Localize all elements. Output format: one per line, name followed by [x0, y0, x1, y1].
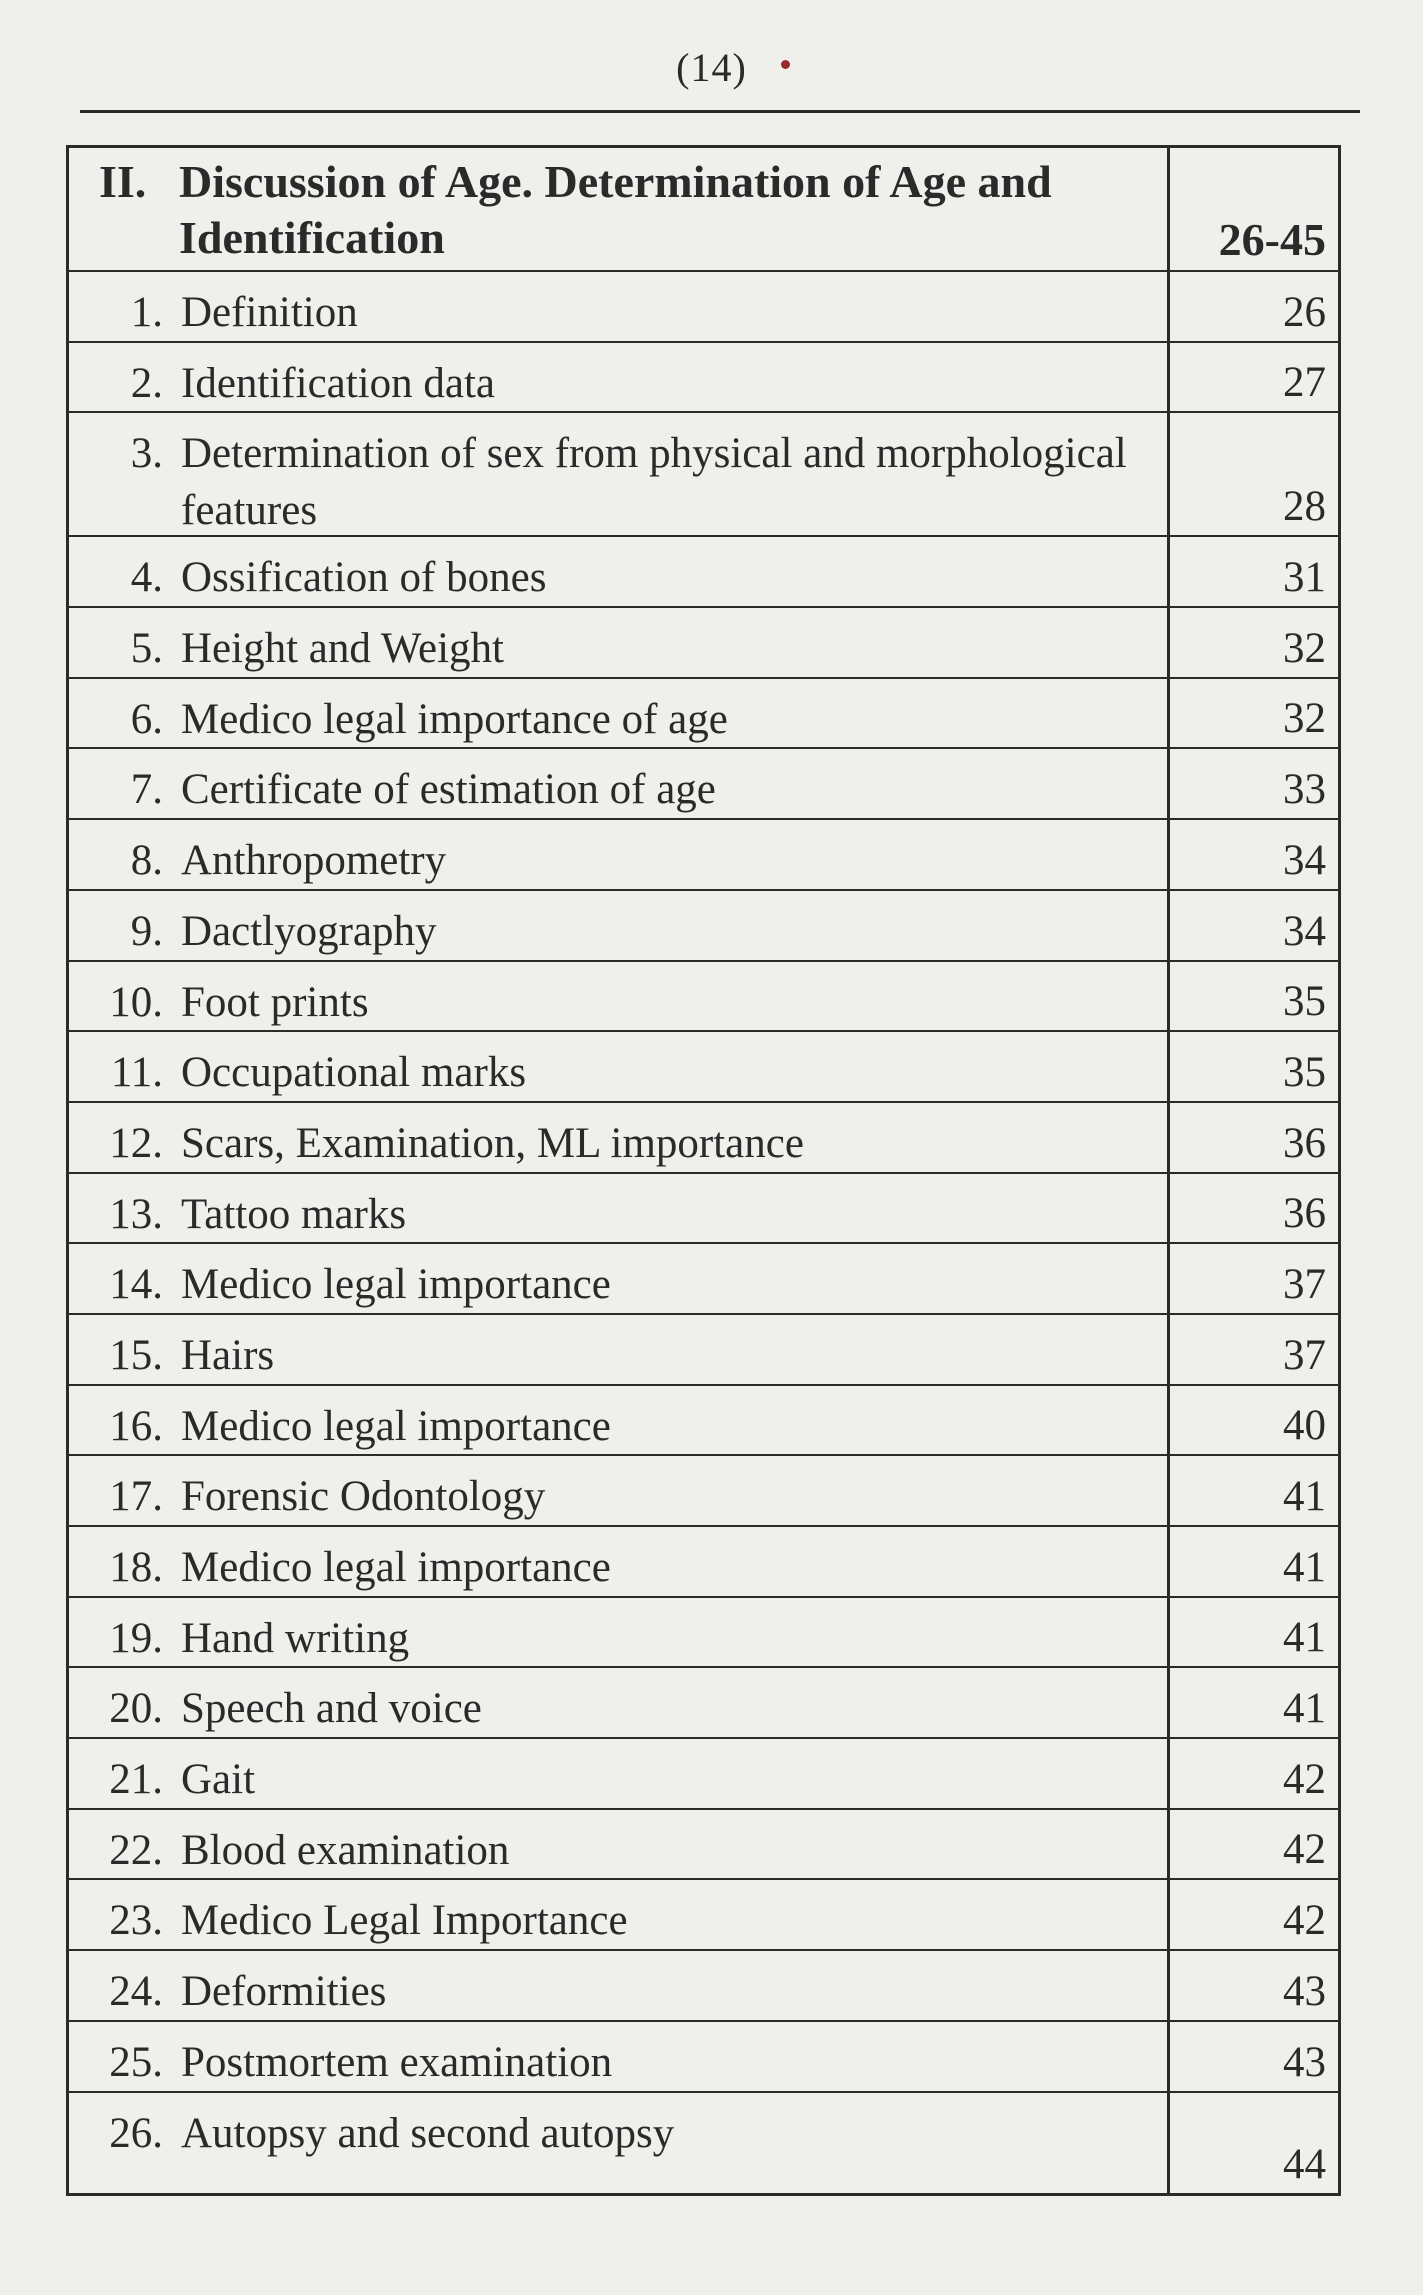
entry-title: Ossification of bones [181, 554, 547, 602]
entry-title: Anthropometry [181, 837, 447, 885]
entry-page: 42 [1283, 1755, 1326, 1803]
entry-title: Identification data [181, 359, 495, 407]
entry-title: Forensic Odontology [181, 1473, 546, 1521]
entry-title: Speech and voice [181, 1685, 482, 1733]
section-title-cell [69, 148, 1169, 270]
section-title: Discussion of Age. Determination of Age and Identification [179, 156, 1052, 263]
toc-row [69, 962, 1338, 1033]
entry-page: 34 [1283, 836, 1326, 884]
entry-number: 26. [109, 2109, 163, 2157]
section-numeral: II. [99, 156, 147, 207]
entry-number: 19. [109, 1614, 163, 1662]
toc-row [69, 679, 1338, 750]
toc-row [69, 1244, 1338, 1315]
entry-number: 6. [130, 695, 163, 743]
toc-row [69, 1951, 1338, 2022]
entry-title: Definition [181, 289, 358, 336]
entry-title: Medico legal importance [181, 1402, 611, 1450]
entry-number: 24. [109, 1968, 163, 2016]
entry-title: Dactlyography [181, 907, 437, 955]
entry-title: Height and Weight [181, 625, 504, 673]
entry-page: 26 [1283, 288, 1326, 336]
entry-page: 28 [1283, 483, 1326, 531]
toc-row [69, 1315, 1338, 1386]
toc-row [69, 749, 1338, 820]
entry-page: 32 [1283, 624, 1326, 672]
toc-row [69, 820, 1338, 891]
toc-row [69, 537, 1338, 608]
entry-number: 12. [109, 1119, 163, 1167]
entry-page: 43 [1283, 1967, 1326, 2015]
entry-page: 43 [1283, 2038, 1326, 2086]
toc-row [69, 1880, 1338, 1951]
entry-number: 9. [130, 907, 163, 955]
entry-number: 2. [130, 359, 163, 407]
entry-title: Determination of sex from physical and morphological features [181, 430, 1127, 535]
entry-number: 13. [109, 1190, 163, 1238]
entry-page: 27 [1283, 359, 1326, 407]
entry-title: Medico legal importance [181, 1544, 611, 1591]
toc-row [69, 1739, 1338, 1810]
toc-row [69, 891, 1338, 962]
toc-row [69, 1456, 1338, 1527]
entry-page: 31 [1283, 554, 1326, 602]
entry-title: Gait [181, 1756, 256, 1804]
entry-page: 44 [1283, 2140, 1326, 2188]
entry-number: 23. [109, 1897, 163, 1945]
entry-number: 7. [130, 766, 163, 814]
entry-title: Medico Legal Importance [181, 1897, 628, 1945]
entry-page: 37 [1283, 1331, 1326, 1379]
entry-title: Occupational marks [181, 1049, 527, 1097]
table-of-contents [66, 145, 1341, 2196]
entry-page: 36 [1283, 1119, 1326, 1167]
toc-row [69, 343, 1338, 414]
entry-page: 37 [1283, 1260, 1326, 1308]
entry-number: 21. [109, 1756, 163, 1804]
ink-dot [781, 60, 790, 69]
toc-row [69, 1103, 1338, 1174]
entry-number: 11. [110, 1049, 163, 1097]
section-header-row [69, 148, 1338, 272]
toc-row [69, 1668, 1338, 1739]
entry-number: 22. [109, 1826, 163, 1874]
entry-number: 18. [109, 1544, 163, 1591]
entry-number: 15. [109, 1331, 163, 1379]
entry-number: 8. [130, 837, 163, 885]
entry-page: 33 [1283, 766, 1326, 814]
entry-title: Medico legal importance of age [181, 695, 728, 743]
entry-title: Deformities [181, 1968, 387, 2016]
entry-page: 32 [1283, 695, 1326, 743]
entry-title: Medico legal importance [181, 1261, 611, 1309]
toc-row [69, 1598, 1338, 1669]
entry-page: 34 [1283, 907, 1326, 955]
toc-row [69, 2093, 1338, 2193]
entry-title: Hand writing [181, 1614, 410, 1662]
toc-row [69, 2022, 1338, 2093]
toc-row [69, 608, 1338, 679]
entry-number: 20. [109, 1685, 163, 1733]
entry-number: 10. [109, 978, 163, 1026]
toc-row [69, 1810, 1338, 1881]
entry-page: 41 [1283, 1614, 1326, 1662]
entry-page: 42 [1283, 1897, 1326, 1945]
entry-number: 14. [109, 1261, 163, 1309]
entry-page: 35 [1283, 1048, 1326, 1096]
toc-row [69, 413, 1338, 537]
entry-number: 3. [130, 430, 163, 478]
entry-number: 5. [130, 625, 163, 673]
entry-title: Blood examination [181, 1826, 510, 1874]
header-rule [80, 110, 1360, 113]
toc-row [69, 1032, 1338, 1103]
entry-page: 36 [1283, 1190, 1326, 1238]
entry-title: Scars, Examination, ML importance [181, 1119, 804, 1167]
entry-page: 41 [1283, 1473, 1326, 1520]
entry-page: 41 [1283, 1543, 1326, 1591]
page-number: (14) [676, 45, 747, 90]
entry-title: Foot prints [181, 978, 369, 1026]
entry-title: Certificate of estimation of age [181, 766, 716, 814]
entry-page: 41 [1283, 1685, 1326, 1733]
entry-title: Tattoo marks [181, 1190, 407, 1238]
entry-page: 42 [1283, 1826, 1326, 1874]
entry-number: 1. [130, 289, 163, 336]
toc-row [69, 1527, 1338, 1598]
entry-number: 25. [109, 2038, 163, 2086]
toc-row [69, 272, 1338, 343]
entry-number: 4. [130, 554, 163, 602]
entry-title: Hairs [181, 1331, 275, 1379]
entry-number: 16. [109, 1402, 163, 1450]
entry-page: 40 [1283, 1402, 1326, 1450]
entry-number: 17. [109, 1473, 163, 1521]
entry-page: 35 [1283, 978, 1326, 1026]
section-page-range: 26-45 [1218, 214, 1326, 265]
entry-title: Autopsy and second autopsy [181, 2109, 675, 2157]
toc-row [69, 1386, 1338, 1457]
entry-title: Postmortem examination [181, 2038, 613, 2086]
toc-row [69, 1174, 1338, 1245]
